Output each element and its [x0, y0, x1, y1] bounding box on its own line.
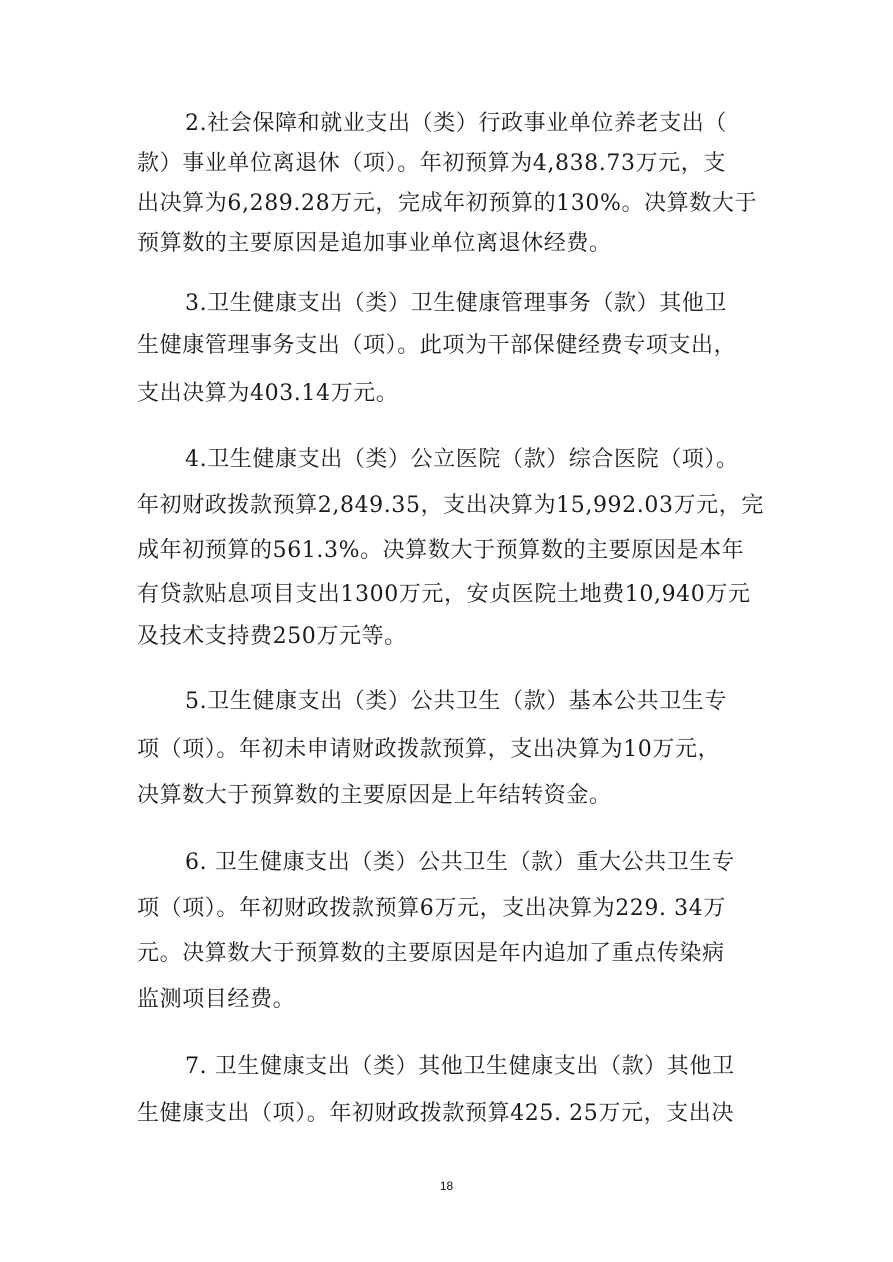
paragraph-line: 2.社会保障和就业支出（类）行政事业单位养老支出（ [185, 111, 727, 136]
paragraph-line: 及技术支持费250万元等。 [137, 624, 407, 649]
page-number: 18 [439, 1179, 454, 1193]
paragraph-line: 3.卫生健康支出（类）卫生健康管理事务（款）其他卫 [185, 291, 727, 316]
paragraph-line: 生健康支出（项）。年初财政拨款预算425. 25万元，支出决 [137, 1101, 734, 1126]
paragraph-line: 4.卫生健康支出（类）公立医院（款）综合医院（项）。 [185, 447, 739, 472]
paragraph-line: 决算数大于预算数的主要原因是上年结转资金。 [137, 783, 612, 808]
paragraph-line: 项（项）。年初财政拨款预算6万元，支出决算为229. 34万 [137, 896, 726, 921]
paragraph-line: 7. 卫生健康支出（类）其他卫生健康支出（款）其他卫 [185, 1054, 735, 1079]
paragraph-line: 项（项）。年初未申请财政拨款预算，支出决算为10万元， [137, 737, 721, 762]
paragraph-line: 生健康管理事务支出（项）。此项为干部保健经费专项支出， [137, 333, 737, 358]
paragraph-line: 成年初预算的561.3%。决算数大于预算数的主要原因是本年 [137, 538, 745, 563]
paragraph-line: 预算数的主要原因是追加事业单位离退休经费。 [137, 231, 612, 256]
paragraph-line: 年初财政拨款预算2,849.35，支出决算为15,992.03万元，完 [137, 493, 764, 518]
paragraph-line: 款）事业单位离退休（项）。年初预算为4,838.73万元，支 [137, 151, 726, 176]
paragraph-line: 监测项目经费。 [137, 987, 296, 1012]
paragraph-line: 支出决算为403.14万元。 [137, 381, 399, 406]
paragraph-line: 出决算为6,289.28万元，完成年初预算的130%。决算数大于 [137, 191, 758, 216]
paragraph-line: 有贷款贴息项目支出1300万元，安贞医院土地费10,940万元 [137, 582, 751, 607]
paragraph-line: 6. 卫生健康支出（类）公共卫生（款）重大公共卫生专 [185, 850, 735, 875]
paragraph-line: 5.卫生健康支出（类）公共卫生（款）基本公共卫生专 [185, 689, 727, 714]
paragraph-line: 元。决算数大于预算数的主要原因是年内追加了重点传染病 [137, 941, 725, 966]
